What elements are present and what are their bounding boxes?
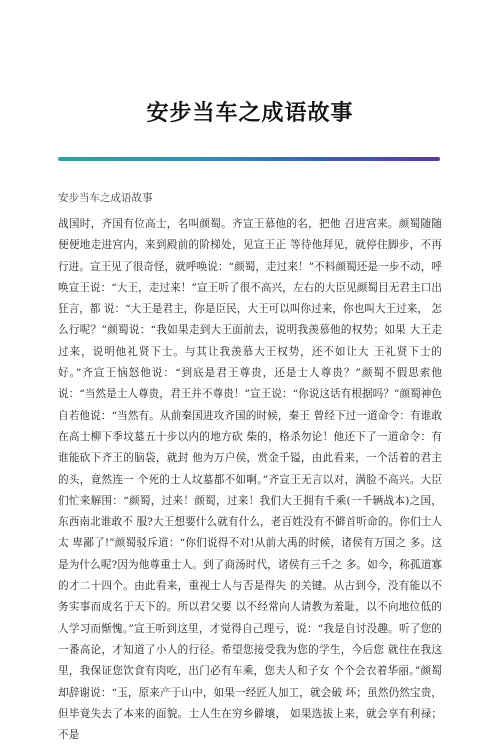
section-heading: 安步当车之成语故事 <box>58 192 153 204</box>
title-divider <box>58 157 440 161</box>
body-paragraph: 战国时，齐国有位高士，名叫颜蜀。齐宣王慕他的名，把他 召进宫来。颜蜀随随便便地走进宫内，来到殿前的阶梯处，见宣王正 等待他拜见，就停住脚步，不再行进。宣王见了很奇怪，就呼唤说：“颜蜀，走过来！”不料颜蜀还是一步不动，呼唤宣王说：“大王，走过来！”宣王听了很不高兴，左右的大臣见颜蜀目无君主口出狂言，都 说：“大王是君主，你是臣民，大王可以叫你过来，你也叫大王过来， 怎么行呢？”颜蜀说：“我如果走到大王面前去，说明我羡慕他的权势；如果 大王走过来，说明他礼贤下士。与其让我羡慕大王权势，还不如让大 王礼贤下士的好。”齐宣王恼怒他说：“到底是君王尊贵，还是士人尊贵？”颜蜀不假思索他说：“当然是士人尊贵，君王并不尊贵！”宣王说：“你说这话有根据吗？”颜蜀神色自若他说：“当然有。从前秦国进攻齐国的时候，秦王 曾经下过一道命令：有谁敢在高士柳下季坟墓五十步以内的地方砍 柴的，格杀勿论！他还下了一道命令：有谁能砍下齐王的脑袋，就封 他为万户侯，赏金千镒，由此看来，一个活着的君主的头，竟然连一 个死的士人坟墓都不如啊。”齐宣王无言以对，满脸不高兴。大臣们忙来解围：“颜蜀，过来！颜蜀，过来！我们大王拥有千乘(一千辆战本)之国，东西南北谁敢不 服?大王想要什么就有什么，老百姓没有不僻首听命的。你们士人太 卑鄙了!”颜蜀驳斥道：“你们说得不对!从前大禹的时候，诸侯有万国之 多。这是为什么呢?因为他尊重士人。到了商汤时代，诸侯有三千之 多。如今，称孤道寡的才二十四个。由此看来，重视士人与否是得失 的关键。从古到今，没有能以不务实事而成名于天下的。所以君父要 以不经常向人请教为羞耻，以不向地位低的人学习而惭愧。”宣王听到这里，才觉得自己理亏，说：“我是自讨没趣。听了您的 一番高论，才知道了小人的行径。希望您接受我为您的学生，今后您 就住在我这里，我保证您饮食有肉吃，出门必有车乘，您夫人和子女 个个会衣着华丽。”颜蜀却辞谢说：“玉，原来产于山中，如果一经匠人加工，就会破 坏；虽然仍然宝贵，但毕竟失去了本来的面貌。士人生在穷乡僻壤， 如果选拔上来，就会享有利禄；不是 <box>58 218 442 742</box>
document-title: 安步当车之成语故事 <box>146 100 354 126</box>
